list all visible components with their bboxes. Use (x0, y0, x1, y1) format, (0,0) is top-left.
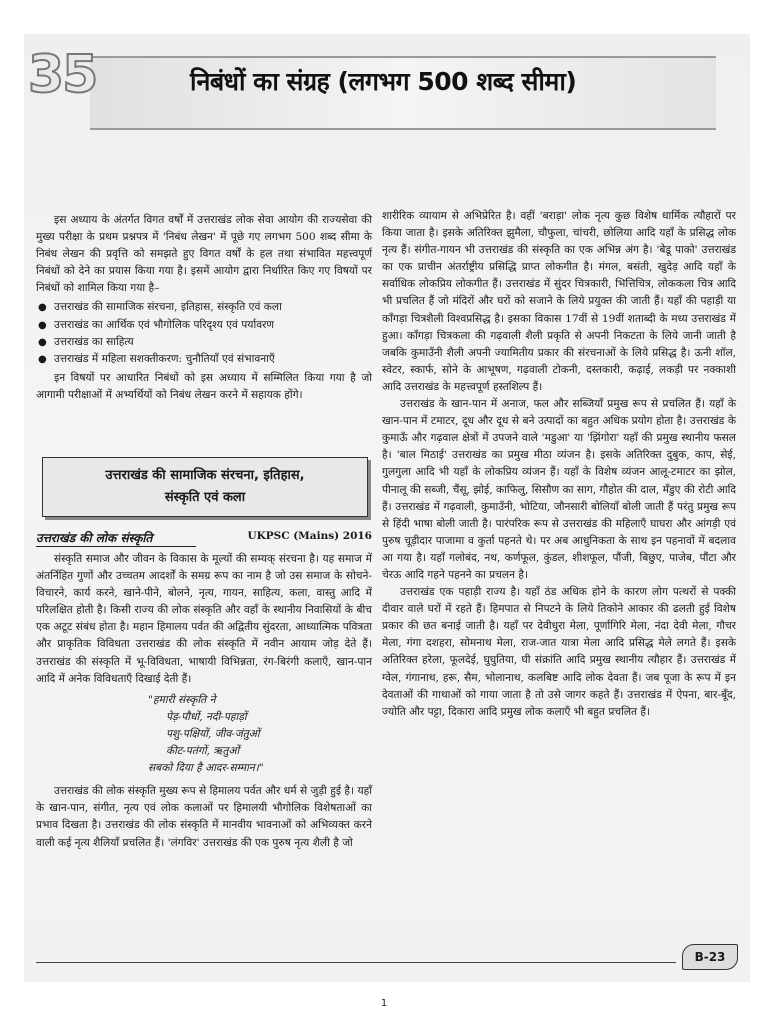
list-item-text: उत्तराखंड में महिला सशक्तीकरण: चुनौतियाँ एवं संभावनाएँ (54, 352, 275, 365)
list-item-text: उत्तराखंड का साहित्य (54, 335, 134, 348)
bullet-icon: ● (38, 336, 47, 348)
list-item-text: उत्तराखंड का आर्थिक एवं भौगोलिक परिदृश्य एवं पर्यावरण (54, 318, 275, 331)
poem-line: "हमारी संस्कृति ने (148, 693, 216, 706)
footer-rule (36, 962, 676, 963)
chapter-number: 35 (28, 45, 97, 105)
essay-paragraph: शारीरिक व्यायाम से अभिप्रेरित है। वहीं 'बराड़ा' लोक नृत्य कुछ विशेष धार्मिक त्यौहारों पर किया जाता है। इसके अतिरिक्त झुमैला, चौफुला, चांचरी, छोलिया आदि यहाँ के प्रसिद्ध लोक नृत्य हैं। संगीत-गायन भी उत्तराखंड की संस्कृति का एक अभिन्न अंग है। 'बेडू पाको' उत्तराखंड का एक प्राचीन अंतर्राष्ट्रीय प्रसिद्धि प्राप्त लोकगीत है। मंगल, बसंती, खुदेड़ आदि यहाँ के सर्वाधिक लोकप्रिय लोकगीत हैं। उत्तराखंड में सुंदर चित्रकारी, भित्तिचित्र, लोककला चित्र आदि भी प्रचलित हैं जो मंदिरों और घरों को सजाने के लिये प्रयुक्त की जाती हैं। यहाँ की पहाड़ी या काँगड़ा चित्रशैली विश्वप्रसिद्ध है। इसका विकास 17वीं से 19वीं शताब्दी के मध्य उत्तराखंड में हुआ। काँगड़ा चित्रकला की गढ़वाली शैली प्रकृति से अपनी निकटता के लिये जानी जाती है जबकि कुमाउँनी शैली अपनी ज्यामितीय प्रकार की संरचनाओं के लिये प्रसिद्ध है। ऊनी शॉल, स्वेटर, स्कार्फ, सोने के आभूषण, गढ़वाली टोकनी, दस्तकारी, कढ़ाई, लकड़ी पर नक्काशी आदि उत्तराखंड के महत्त्वपूर्ण हस्तशिल्प हैं। (382, 210, 736, 393)
bullet-icon: ● (38, 302, 47, 314)
poem-line: कीट-पतंगों, ऋतुओं (166, 745, 240, 758)
section-heading-box (42, 457, 368, 517)
heading-underline (36, 546, 196, 547)
right-column (382, 208, 736, 721)
essay-paragraph: उत्तराखंड एक पहाड़ी राज्य है। यहाँ ठंड अधिक होने के कारण लोग पत्थरों से पक्की दीवार वाले घरों में रहते हैं। हिमपात से निपटने के लिये तिकोने आकार की ढलती हुई विशेष प्रकार की छत बनाई जाती है। यहाँ पर देवीधुरा मेला, पूर्णागिरि मेला, नंदा देवी मेला, गौचर मेला, गंगा दशहरा, सोमनाथ मेला, राज-जात यात्रा मेला आदि प्रसिद्ध मेले लगते हैं। इसके अतिरिक्त हरेला, फूलदेई, घुघुतिया, घी संक्रांति आदि प्रमुख स्थानीय त्यौहार हैं। उत्तराखंड में ग्वेल, गंगानाथ, हरू, सैम, भोलानाथ, कलबिष्ट आदि लोक देवता हैं। जब पूजा के रूप में इन देवताओं की गाथाओं को गाया जाता है तो उसे जागर कहते हैं। उत्तराखंड में ऐपना, बार-बूँद, ज्योति और पट्टा, दिकारा आदि प्रमुख लोक कलाएँ भी बहुत प्रचलित हैं। (382, 586, 736, 718)
essay-heading (36, 529, 372, 547)
bullet-icon: ● (38, 319, 47, 331)
page-tag: B-23 (682, 944, 738, 970)
essay-paragraph: उत्तराखंड की लोक संस्कृति मुख्य रूप से हिमालय पर्वत और धर्म से जुड़ी हुई है। यहाँ के खान-पान, संगीत, नृत्य एवं लोक कलाओं पर हिमालयी भौगोलिक विशेषताओं का प्रभाव दिखता है। उत्तराखंड की लोक संस्कृति में मानवीय भावनाओं को अभिव्यक्त करने वाली कई नृत्य शैलियाँ प्रचलित हैं। 'लंगविर' उत्तराखंड की एक पुरुष नृत्य शैली है जो (36, 785, 372, 849)
poem-line: पशु-पक्षियों, जीव-जंतुओं (166, 727, 260, 740)
poem-quote (36, 692, 372, 777)
poem-line: पेड़-पौधों, नदी-पहाड़ों (166, 710, 247, 723)
topic-list (36, 299, 372, 367)
list-item (36, 334, 372, 351)
list-item-text: उत्तराखंड की सामाजिक संरचना, इतिहास, संस्कृति एवं कला (54, 301, 282, 314)
essay-paragraph: संस्कृति समाज और जीवन के विकास के मूल्यों की सम्यक् संरचना है। यह समाज में अंतर्निहित गुणों और उच्चतम आदर्शों के समग्र रूप का नाम है जो उस समाज के सोचने-विचारने, कार्य करने, खाने-पीने, बोलने, नृत्य, गायन, साहित्य, कला, वास्तु आदि में परिलक्षित होती है। किसी राज्य की लोक संस्कृति और वहाँ के स्थानीय निवासियों के बीच एक अटूट संबंध होता है। महान हिमालय पर्वत की अद्वितीय सुंदरता, आध्यात्मिक पवित्रता और प्राकृतिक विविधता उत्तराखंड की लोक संस्कृति में नवीन आयाम जोड़ देते हैं। उत्तराखंड की संस्कृति में भू-विविधता, भाषायी विभिन्नता, रंग-बिरंगी कलाएँ, खान-पान आदि में अनेक विविधताएँ दिखाई देती हैं। (36, 553, 372, 685)
page-title: निबंधों का संग्रह (लगभग 500 शब्द सीमा) (190, 67, 577, 96)
section-heading-line1: उत्तराखंड की सामाजिक संरचना, इतिहास, (105, 468, 305, 483)
essay-title: उत्तराखंड की लोक संस्कृति (36, 531, 153, 545)
intro-closing: इन विषयों पर आधारित निबंधों को इस अध्याय में सम्मिलित किया गया है जो आगामी परीक्षाओं में अभ्यर्थियों को निबंध लेखन करने में सहायक होंगे। (36, 371, 372, 401)
bullet-icon: ● (38, 353, 47, 365)
page-number: 1 (380, 998, 388, 1009)
list-item (36, 351, 372, 368)
poem-line: सबको दिया है आदर-सम्मान।" (148, 762, 264, 775)
section-heading-line2: संस्कृति एवं कला (164, 490, 246, 505)
list-item (36, 317, 372, 334)
left-column-essay (36, 551, 372, 852)
list-item (36, 299, 372, 316)
essay-paragraph: उत्तराखंड के खान-पान में अनाज, फल और सब्जियाँ प्रमुख रूप से प्रचलित हैं। यहाँ के खान-पान में टमाटर, दूध और दूध से बने उत्पादों का बहुत अधिक प्रयोग होता है। उत्तराखंड के कुमाऊँ और गढ़वाल क्षेत्रों में उपजने वाले 'मडुआ' या 'झिंगोरा' यहाँ की प्रमुख स्थानीय फसल है। 'बाल मिठाई' उत्तराखंड का प्रमुख मीठा व्यंजन है। इसके अतिरिक्त दुबुक, काप, सेई, गुलगुला आदि भी यहाँ के लोकप्रिय व्यंजन हैं। यहाँ के विशेष व्यंजन आलू-टमाटर का झोल, पीनालू की सब्जी, चैंसू, झोई, काफिलु, सिसौण का साग, गौहोत की दाल, मँडुए की रोटी आदि हैं। उत्तराखंड में गढ़वाली, कुमाउँनी, भोटिया, जौनसारी बोलियाँ बोली जाती हैं परंतु प्रमुख रूप से हिंदी भाषा बोली जाती है। पारंपरिक रूप से उत्तराखंड की महिलाएँ घाघरा और आंगड़ी एवं पुरुष चूड़ीदार पाजामा व कुर्ता पहनते थे। पर अब आधुनिकता के साथ इन पहनावों में बदलाव आ गया है। यहाँ गलोबंद, नथ, कर्णफूल, कुंडल, शीशफूल, पौंजी, बिछुए, पाजेब, पौंटा और चेरऊ आदि गहने पहनने का प्रचलन है। (382, 398, 736, 581)
exam-tag: UKPSC (Mains) 2016 (247, 530, 372, 542)
left-column (36, 212, 372, 404)
intro-paragraph: इस अध्याय के अंतर्गत विगत वर्षों में उत्तराखंड लोक सेवा आयोग की राज्यसेवा की मुख्य परीक्षा के प्रथम प्रश्नपत्र में 'निबंध लेखन' में पूछे गए लगभग 500 शब्द सीमा के निबंध लेखन की प्रवृत्ति को समझते हुए विगत वर्षों के हल तथा संभावित महत्त्वपूर्ण निबंधों को देने का प्रयास किया गया है। इसमें आयोग द्वारा निर्धारित किए गए विषयों पर निबंधों को शामिल किया गया है– (36, 214, 372, 295)
